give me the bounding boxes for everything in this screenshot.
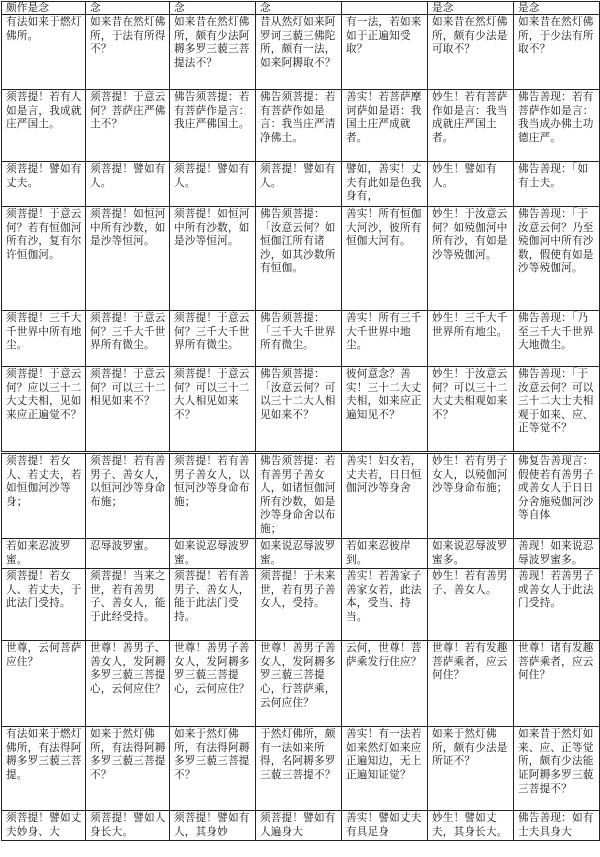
table-row — [2, 367, 600, 453]
sutra-comparison-table — [1, 1, 600, 841]
table-cell: 如来于然灯佛所，有法得阿耨多罗三藐三菩提不？ — [86, 727, 170, 811]
header-cell: 念 — [86, 2, 170, 15]
header-row — [2, 2, 600, 15]
table-cell: 须菩提！譬如人身长大。 — [86, 811, 170, 841]
table-cell: 须菩提！譬如有人，其身妙 — [170, 811, 256, 841]
table-cell: 佛告善现：如有士夫具身大 — [514, 811, 600, 841]
header-cell: 念 — [170, 2, 256, 15]
header-cell: 是念 — [514, 2, 600, 15]
table-cell: 须菩提！三千大千世界中所有地尘。 — [2, 311, 86, 367]
table-cell: 佛告善现：若有菩萨作如是言：我当成办佛土功德庄严。 — [514, 90, 600, 162]
table-cell: 须菩提！譬如有人。 — [170, 162, 256, 207]
table-cell: 忍辱波罗蜜。 — [86, 539, 170, 569]
table-cell: 如来昔于然灯如来、应、正等觉所，颇有少法能证阿耨多罗三藐三菩提不？ — [514, 727, 600, 811]
table-cell: 如来于然灯佛所，有法得阿耨多罗三藐三菩提不？ — [170, 727, 256, 811]
table-cell: 有一法，若如来如于正遍知受取？ — [342, 15, 428, 90]
header-cell — [342, 2, 428, 15]
table-row — [2, 90, 600, 162]
table-row — [2, 453, 600, 539]
table-cell: 世尊！善男子、善女人，发阿耨多罗三藐三菩提心，云何应住？ — [86, 641, 170, 727]
table-cell: 须菩提！若有善男子、善女人，能于此法门受持。 — [170, 569, 256, 641]
table-cell: 佛告善现：「乃至三千大千世界大地微尘。 — [514, 311, 600, 367]
table-cell: 如来说忍辱波罗蜜多。 — [428, 539, 514, 569]
table-cell: 如来说忍辱波罗蜜。 — [170, 539, 256, 569]
table-cell: 佛告须菩提：「三千大千世界所有微尘。 — [256, 311, 342, 367]
table-cell: 昔从然灯如来阿罗诃三藐三佛陀所，颇有一法，如来阿耨取不？ — [256, 15, 342, 90]
table-row — [2, 811, 600, 841]
table-cell: 世尊！若有发趣菩萨乘者，应云何住？ — [428, 641, 514, 727]
table-cell: 须菩提！若有善男子善女人，以恒河沙等身命布施； — [170, 453, 256, 539]
table-cell: 须菩提！譬如有丈夫。 — [2, 162, 86, 207]
table-cell: 彼何意念？善实！三十二大丈夫相，如来应正遍知见不？ — [342, 367, 428, 453]
table-cell: 世尊！善男子善女人，发阿耨多罗三藐三菩提心，云何应住？ — [170, 641, 256, 727]
table-cell: 如来昔在然灯佛所，于法有所得不？ — [86, 15, 170, 90]
table-row — [2, 311, 600, 367]
table-cell: 佛告须菩提：「汝意云何？如恒伽江所有诸沙，如其沙数所有恒伽。 — [256, 207, 342, 311]
table-cell: 若如来忍彼岸到。 — [342, 539, 428, 569]
table-cell: 妙生！若有男子女人，以殑伽河沙等身命布施； — [428, 453, 514, 539]
table-cell: 世尊！善男子善女人，发阿耨多罗三藐三菩提心，行菩萨乘，云何应住？ — [256, 641, 342, 727]
table-cell: 须菩提！如恒河中所有沙数，如是沙等恒河。 — [86, 207, 170, 311]
table-cell: 云何，世尊！菩萨乘发行住应？ — [342, 641, 428, 727]
header-cell: 颇作是念 — [2, 2, 86, 15]
table-row — [2, 162, 600, 207]
table-cell: 善实！所有三千大千世界中地尘。 — [342, 311, 428, 367]
table-cell: 须菩提！若女人、若丈夫，若如恒伽河沙等身； — [2, 453, 86, 539]
table-cell: 如来说忍辱波罗蜜。 — [256, 539, 342, 569]
table-cell: 须菩提！若有善男子、善女人，以恒河沙等身命布施； — [86, 453, 170, 539]
table-row — [2, 15, 600, 90]
table-cell: 须菩提！于意云何？可以三十二相见如来不？ — [86, 367, 170, 453]
table-cell: 佛告须菩提：「汝意云何？可以三十二大人相见如来不？ — [256, 367, 342, 453]
table-cell: 须菩提！于意云何？三千大千世界所有微尘。 — [86, 311, 170, 367]
table-row — [2, 641, 600, 727]
table-cell: 善实！有一法若如来然灯如来应正遍知边，无上正遍知证觉？ — [342, 727, 428, 811]
header-cell: 念 — [256, 2, 342, 15]
table-cell: 须菩提！当来之世，若有善男子、善女人，能于此经受持。 — [86, 569, 170, 641]
table-cell: 妙生！若有善男子、善女人。 — [428, 569, 514, 641]
table-cell: 如来于然灯佛所，颇有少法是所证不？ — [428, 727, 514, 811]
table-row — [2, 207, 600, 311]
table-cell: 如来昔在然灯佛所，于少法有所取不？ — [514, 15, 600, 90]
table-cell: 须菩提！若女人、若丈夫，于此法门受持。 — [2, 569, 86, 641]
table-row — [2, 727, 600, 811]
table-cell: 须菩提！若有人如是言，我成就庄严国土。 — [2, 90, 86, 162]
table-cell: 譬如，善实！丈夫有此如是色我身有， — [342, 162, 428, 207]
table-cell: 须菩提！于意云何？可以三十二大人相见如来不？ — [170, 367, 256, 453]
table-cell: 须菩提！譬如有人。 — [86, 162, 170, 207]
table-cell: 佛告善现：「于汝意云何？可以三十二大士夫相观于如来、应、正等觉不？ — [514, 367, 600, 453]
table-cell: 如来昔在然灯佛所，颇有少法是可取不？ — [428, 15, 514, 90]
table-cell: 须菩提！如恒河中所有沙数，如是沙等恒河。 — [170, 207, 256, 311]
table-row — [2, 569, 600, 641]
table-cell: 世尊，云何菩萨应住？ — [2, 641, 86, 727]
table-cell: 须菩提！于意云何？应以三十二大丈夫相，见如来应正遍觉不？ — [2, 367, 86, 453]
table-cell: 善现！如来说忍辱波罗蜜多。 — [514, 539, 600, 569]
table-cell: 须菩提！譬如有人遍身大 — [256, 811, 342, 841]
table-cell: 善实！所有恒伽大河沙，彼所有恒伽大河有。 — [342, 207, 428, 311]
table-cell: 须菩提！譬如丈夫妙身、大 — [2, 811, 86, 841]
table-cell: 佛告须菩提：若有菩萨作如是言：我当庄严清净佛土。 — [256, 90, 342, 162]
table-cell: 善实！若善家子善家女若，此法本，受当、持当。 — [342, 569, 428, 641]
table-cell: 须菩提！譬如有人。 — [256, 162, 342, 207]
table-cell: 世尊！诸有发趣菩萨乘者，应云何住？ — [514, 641, 600, 727]
table-cell: 佛告须菩提：若有菩萨作是言：我庄严佛国土。 — [170, 90, 256, 162]
table-cell: 善现！若善男子或善女人于此法门受持。 — [514, 569, 600, 641]
table-cell: 若如来忍波罗蜜。 — [2, 539, 86, 569]
table-row — [2, 539, 600, 569]
table-cell: 于然灯佛所，颇有一法如来所得，名阿耨多罗三藐三菩提不？ — [256, 727, 342, 811]
table-cell: 佛告须菩提：若有善男子善女人，如诸恒伽河所有沙数，如是沙等身命舍以布施； — [256, 453, 342, 539]
table-cell: 须菩提！于意云何？菩萨庄严佛土不？ — [86, 90, 170, 162]
table-cell: 善实！妇女若，丈夫若，日日恒伽河沙等身舍 — [342, 453, 428, 539]
table-cell: 有法如来于燃灯佛所。 — [2, 15, 86, 90]
header-cell: 是念 — [428, 2, 514, 15]
table-cell: 妙生！譬如有人。 — [428, 162, 514, 207]
table-cell: 妙生！譬如丈夫，其身长大。 — [428, 811, 514, 841]
table-cell: 佛告善现：「如有士夫。 — [514, 162, 600, 207]
table-cell: 须菩提！于意云何？三千大千世界所有微尘。 — [170, 311, 256, 367]
table-cell: 佛复告善现言：假使若有善男子或善女人于日日分舍施殑伽河沙等自体 — [514, 453, 600, 539]
table-cell: 有法如来于燃灯佛所，有法得阿耨多罗三藐三菩提。 — [2, 727, 86, 811]
table-cell: 如来昔在然灯佛所，颇有少法阿耨多罗三藐三菩提法不？ — [170, 15, 256, 90]
table-cell: 妙生！于汝意云何？可以三十二大丈夫相观如来不？ — [428, 367, 514, 453]
table-cell: 佛告善现：「于汝意云何？乃至殑伽河中所有沙数，假使有如是沙等殑伽河。 — [514, 207, 600, 311]
table-cell: 妙生！于汝意云何？如殑伽河中所有沙，有如是沙等殑伽河。 — [428, 207, 514, 311]
table-cell: 善实！譬如丈夫有具足身 — [342, 811, 428, 841]
table-cell: 须菩提！于意云何？若有恒伽河所有沙，复有尔许恒伽河。 — [2, 207, 86, 311]
table-cell: 须菩提！于未来世，若有男子善女人，受持。 — [256, 569, 342, 641]
table-cell: 善实！若菩萨摩诃萨如是语：我国土庄严成就者。 — [342, 90, 428, 162]
table-cell: 妙生！三千大千世界所有地尘。 — [428, 311, 514, 367]
table-cell: 妙生！若有菩萨作如是言：我当成就庄严国土者。 — [428, 90, 514, 162]
